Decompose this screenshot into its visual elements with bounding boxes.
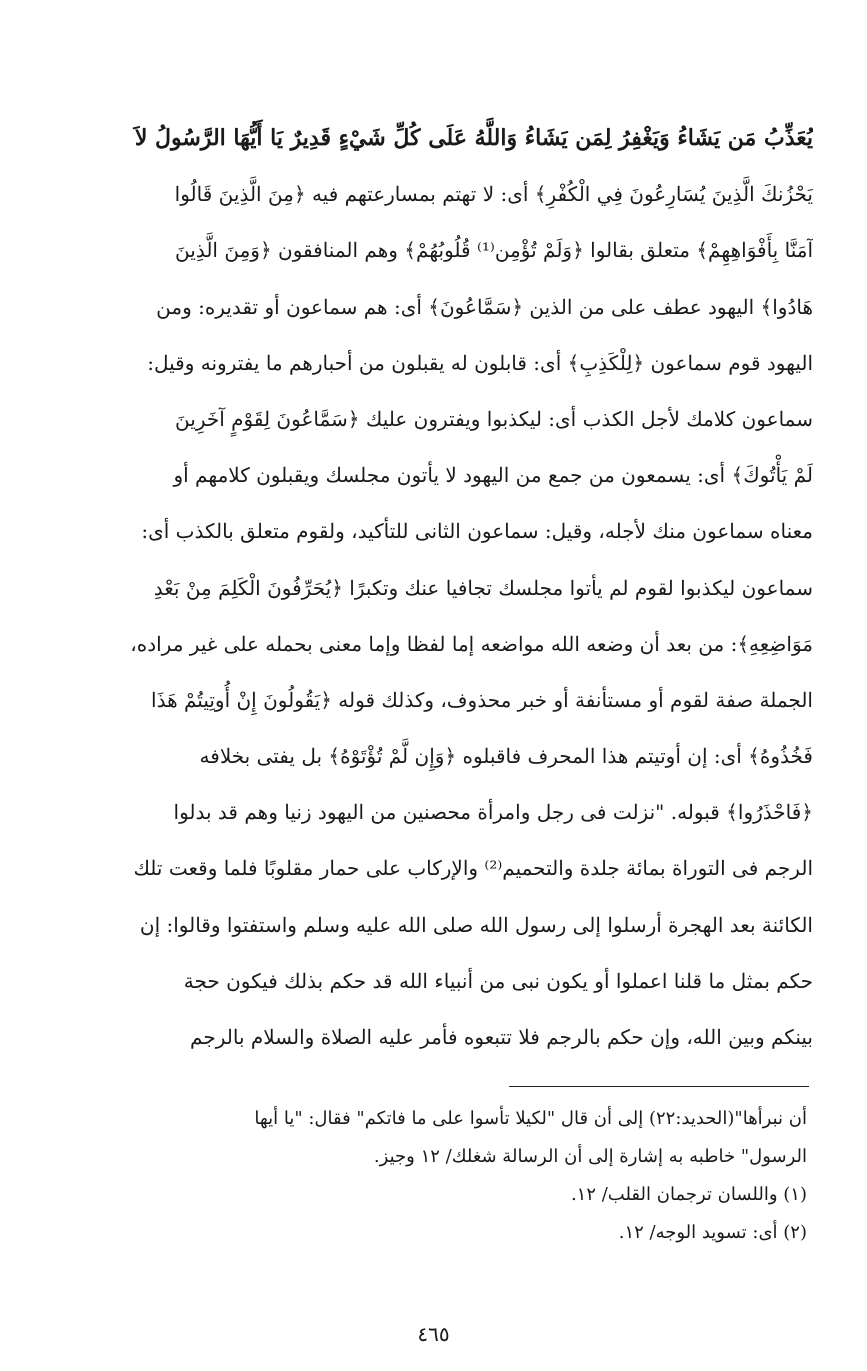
footnote-divider — [509, 1086, 809, 1087]
text-line: سماعون ليكذبوا لقوم لم يأتوا مجلسك تجافيا عنك وتكبرًا ﴿يُحَرِّفُونَ الْكَلِمَ مِنْ بَعْدِ — [153, 575, 813, 600]
footnote-line: (٢) أى: تسويد الوجه/ ١٢. — [618, 1222, 807, 1243]
text-line: آمَنَّا بِأَفْوَاهِهِمْ﴾ متعلق بقالوا ﴿وَلَمْ تُؤْمِن⁽¹⁾ قُلُوبُهُمْ﴾ وهم المنافقون ﴿وَمِنَ الَّذِينَ — [175, 238, 813, 263]
text-line: الكائنة بعد الهجرة أرسلوا إلى رسول الله صلى الله عليه وسلم واستفتوا وقالوا: إن — [139, 912, 813, 937]
footnote-line: أن نبرأها"(الحديد:٢٢) إلى أن قال "لكيلا تأسوا على ما فاتكم" فقال: "يا أيها — [254, 1108, 807, 1129]
text-line: الرجم فى التوراة بمائة جلدة والتحميم⁽²⁾ والإركاب على حمار مقلوبًا فلما وقعت تلك — [133, 856, 813, 881]
text-line: الجملة صفة لقوم أو مستأنفة أو خبر محذوف، وكذلك قوله ﴿يَقُولُونَ إِنْ أُوتِيتُمْ هَذَا — [151, 687, 813, 712]
text-line: لَمْ يَأْتُوكَ﴾ أى: يسمعون من جمع من اليهود لا يأتون مجلسك ويقبلون كلامهم أو — [173, 463, 813, 488]
footnote-line: الرسول" خاطبه به إشارة إلى أن الرسالة شغلك/ ١٢ وجيز. — [373, 1146, 807, 1167]
footnotes — [50, 1100, 807, 1252]
text-line: سماعون كلامك لأجل الكذب أى: ليكذبوا ويفترون عليك ﴿سَمَّاعُونَ لِقَوْمٍ آخَرِينَ — [175, 406, 813, 431]
text-line: فَخُذُوهُ﴾ أى: إن أوتيتم هذا المحرف فاقبلوه ﴿وَإِن لَّمْ تُؤْتَوْهُ﴾ بل يفتى بخلافه — [199, 744, 813, 769]
page-number: ٤٦٥ — [417, 1322, 450, 1346]
text-line: هَادُوا﴾ اليهود عطف على من الذين ﴿سَمَّاعُونَ﴾ أى: هم سماعون أو تقديره: ومن — [156, 294, 813, 319]
text-line: ﴿فَاحْذَرُوا﴾ قبوله. "نزلت فى رجل وامرأة محصنين من اليهود زنيا وهم قد بدلوا — [173, 800, 813, 825]
text-line: اليهود قوم سماعون ﴿لِلْكَذِبِ﴾ أى: قابلون له يقبلون من أحبارهم ما يفترونه وقيل: — [147, 350, 813, 375]
text-line: بينكم وبين الله، وإن حكم بالرجم فلا تتبعوه فأمر عليه الصلاة والسلام بالرجم — [190, 1025, 813, 1049]
text-line: يَحْزُنكَ الَّذِينَ يُسَارِعُونَ فِي الْكُفْرِ﴾ أى: لا تهتم بمسارعتهم فيه ﴿مِنَ الَّذِينَ قَالُوا — [174, 182, 813, 207]
main-text — [50, 110, 813, 1065]
text-line: يُعَذِّبُ مَن يَشَاءُ وَيَغْفِرُ لِمَن يَشَاءُ وَاللَّهُ عَلَى كُلِّ شَيْءٍ قَدِيرٌ يَا أَيُّهَا الرَّسُولُ لاَ — [134, 125, 813, 151]
text-line: مَوَاضِعِهِ﴾: من بعد أن وضعه الله مواضعه إما لفظا وإما معنى بحمله على غير مراده، — [130, 631, 813, 656]
footnote-line: (١) واللسان ترجمان القلب/ ١٢. — [570, 1184, 807, 1205]
text-line: حكم بمثل ما قلنا اعملوا أو يكون نبى من أنبياء الله قد حكم بذلك فيكون حجة — [183, 968, 813, 993]
text-line: معناه سماعون منك لأجله، وقيل: سماعون الثانى للتأكيد، ولقوم متعلق بالكذب أى: — [141, 519, 813, 544]
